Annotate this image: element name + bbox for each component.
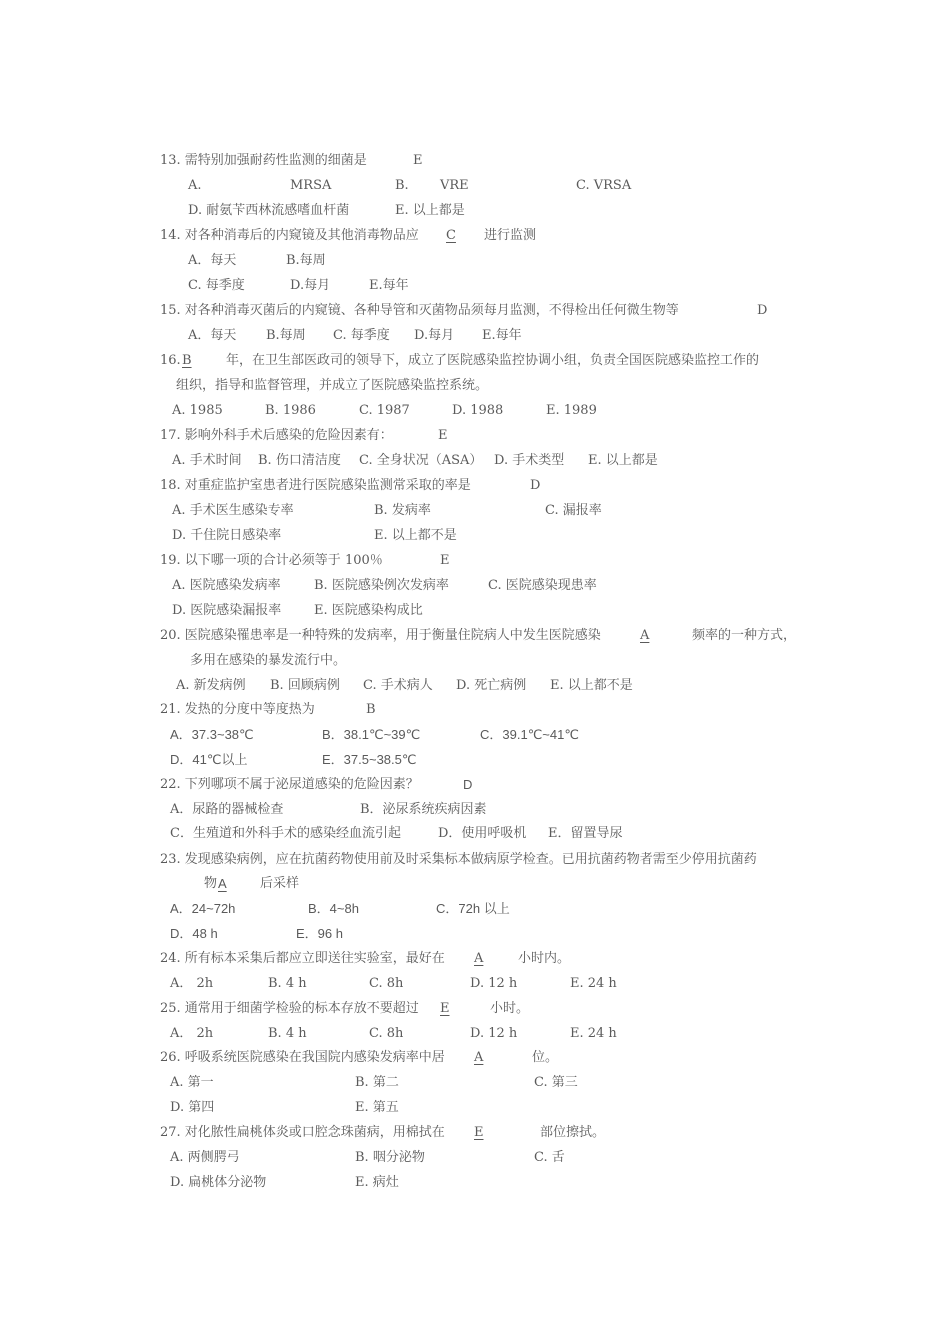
question-stem: 13. 需特别加强耐药性监测的细菌是 (160, 153, 367, 168)
option: E. 病灶 (355, 1175, 399, 1190)
option-text: MRSA (290, 178, 332, 193)
question-stem-end: 后采样 (260, 876, 300, 891)
answer-mark: D (530, 478, 541, 493)
option: C. 医院感染现患率 (488, 578, 597, 593)
option: B. 回顾病例 (270, 678, 340, 693)
option: C. 第三 (534, 1075, 578, 1090)
question-stem-end: 部位擦拭。 (540, 1125, 606, 1140)
question-stem: 18. 对重症监护室患者进行医院感染监测常采取的率是 (160, 478, 471, 493)
option: D.每月 (414, 328, 455, 343)
option: A．每天 (188, 328, 237, 343)
option: B. 咽分泌物 (355, 1150, 425, 1165)
option: A. 第一 (170, 1075, 214, 1090)
question-stem: 22. 下列哪项不属于泌尿道感染的危险因素？ (160, 777, 419, 792)
question-stem: 14. 对各种消毒后的内窥镜及其他消毒物品应 (160, 228, 419, 243)
option: A. 医院感染发病率 (172, 578, 281, 593)
option: B．4~8h (308, 901, 359, 916)
option: B. 4 h (268, 976, 307, 991)
option: D. 医院感染漏报率 (172, 603, 282, 618)
option: B.每周 (266, 328, 306, 343)
option: D. 第四 (170, 1100, 215, 1115)
option: A． 2h (170, 976, 214, 991)
option: B. 伤口清洁度 (258, 453, 341, 468)
answer-mark: B (366, 702, 376, 717)
option: E. 第五 (355, 1100, 399, 1115)
option: E. 以上都是 (395, 203, 465, 218)
question-stem-end: 频率的一种方式， (692, 628, 797, 643)
option: D. 12 h (470, 976, 518, 991)
answer-mark: E (440, 553, 450, 568)
option: E. 以上都不是 (374, 528, 457, 543)
option: C．39.1℃~41℃ (480, 727, 579, 742)
option: E. 1989 (546, 403, 597, 418)
question-stem-continued: 组织，指导和监督管理，并成立了医院感染监控系统。 (176, 378, 489, 393)
answer-mark: D (757, 303, 768, 318)
option: C．72h 以上 (436, 901, 510, 916)
answer-blank: B (182, 353, 192, 368)
question-stem: 20. 医院感染罹患率是一种特殊的发病率，用于衡量住院病人中发生医院感染 (160, 628, 601, 643)
option: B. 医院感染例次发病率 (314, 578, 449, 593)
question-stem-end: 小时。 (490, 1001, 530, 1016)
option: A. 手术医生感染专率 (172, 503, 294, 518)
option: B. 4 h (268, 1026, 307, 1041)
option: D．使用呼吸机 (438, 826, 527, 841)
option: E.每年 (482, 328, 522, 343)
question-stem-end: 位。 (532, 1050, 559, 1065)
option: A．24~72h (170, 901, 236, 916)
option: D. 千住院日感染率 (172, 528, 282, 543)
option: D. 扁桃体分泌物 (170, 1175, 267, 1190)
option: A． 2h (170, 1026, 214, 1041)
option: B．38.1℃~39℃ (322, 727, 421, 742)
option: E. 以上都是 (588, 453, 658, 468)
question-stem: 17. 影响外科手术后感染的危险因素有： (160, 428, 393, 443)
option: A．每天 (188, 253, 237, 268)
question-stem-end: 进行监测 (484, 228, 537, 243)
question-stem: 19. 以下哪一项的合计必须等于 100％ (160, 553, 383, 568)
answer-mark: D (463, 777, 473, 792)
question-stem-continued: 多用在感染的暴发流行中。 (190, 653, 347, 668)
question-stem: 25. 通常用于细菌学检验的标本存放不要超过 (160, 1001, 419, 1016)
answer-blank: C (446, 228, 456, 243)
option: C. 每季度 (188, 278, 245, 293)
option: C. 手术病人 (363, 678, 433, 693)
option: C. 每季度 (333, 328, 390, 343)
question-stem: 27. 对化脓性扁桃体炎或口腔念珠菌病，用棉拭在 (160, 1125, 445, 1140)
option: C. 1987 (359, 403, 410, 418)
option: A. 手术时间 (172, 453, 242, 468)
question-stem: 24. 所有标本采集后都应立即送往实验室，最好在 (160, 951, 445, 966)
option: C. VRSA (576, 178, 632, 193)
question-stem: 26. 呼吸系统医院感染在我国院内感染发病率中居 (160, 1050, 445, 1065)
option: D.每月 (290, 278, 331, 293)
option: E. 24 h (570, 1026, 617, 1041)
option: D. 12 h (470, 1026, 518, 1041)
question-stem-continued: 物 (204, 876, 218, 891)
option: A. 1985 (172, 403, 223, 418)
option: D. 手术类型 (494, 453, 565, 468)
answer-blank: A (474, 951, 484, 966)
option: B. 发病率 (374, 503, 431, 518)
option: C．生殖道和外科手术的感染经血流引起 (170, 826, 401, 841)
answer-blank: A (218, 876, 227, 891)
option: E. 医院感染构成比 (314, 603, 423, 618)
answer-blank: E (474, 1125, 484, 1140)
option: A. 新发病例 (176, 678, 246, 693)
option: B.每周 (286, 253, 326, 268)
answer-mark: E (438, 428, 448, 443)
option: D．48 h (170, 926, 218, 941)
option: C. 舌 (534, 1150, 565, 1165)
answer-mark: E (413, 153, 423, 168)
option-label: A. (188, 178, 202, 193)
question-number: 16. (160, 353, 181, 368)
option: C. 全身状况（ASA） (359, 453, 483, 468)
question-stem: 21. 发热的分度中等度热为 (160, 702, 315, 717)
question-stem: 年，在卫生部医政司的领导下，成立了医院感染监控协调小组，负责全国医院感染监控工作的 (226, 353, 760, 368)
option: D. 死亡病例 (456, 678, 527, 693)
option: E．96 h (296, 926, 343, 941)
option: D．41℃以上 (170, 752, 248, 767)
option: B. 第二 (355, 1075, 399, 1090)
answer-blank: A (640, 628, 650, 643)
option: C. 8h (369, 976, 404, 991)
option-text: VRE (440, 178, 469, 193)
option: E. 24 h (570, 976, 617, 991)
option: E. 以上都不是 (550, 678, 633, 693)
option: C. 漏报率 (545, 503, 602, 518)
option: A．37.3~38℃ (170, 727, 254, 742)
option: D. 1988 (452, 403, 504, 418)
question-stem-end: 小时内。 (518, 951, 571, 966)
option: B．泌尿系统疾病因素 (360, 802, 487, 817)
option: E．37.5~38.5℃ (322, 752, 417, 767)
option: E.每年 (369, 278, 409, 293)
answer-blank: E (440, 1001, 450, 1016)
question-stem: 15. 对各种消毒灭菌后的内窥镜、各种导管和灭菌物品须每月监测，不得检出任何微生物等 (160, 303, 679, 318)
answer-blank: A (474, 1050, 484, 1065)
option: A. 两侧腭弓 (170, 1150, 240, 1165)
option: E．留置导尿 (548, 826, 623, 841)
option: A．尿路的器械检查 (170, 802, 284, 817)
option: D. 耐氨苄西林流感嗜血杆菌 (188, 203, 350, 218)
option-label: B. (395, 178, 409, 193)
option: B. 1986 (265, 403, 316, 418)
option: C. 8h (369, 1026, 404, 1041)
question-stem: 23. 发现感染病例，应在抗菌药物使用前及时采集标本做病原学检查。已用抗菌药物者需至少停用抗菌药 (160, 852, 757, 867)
